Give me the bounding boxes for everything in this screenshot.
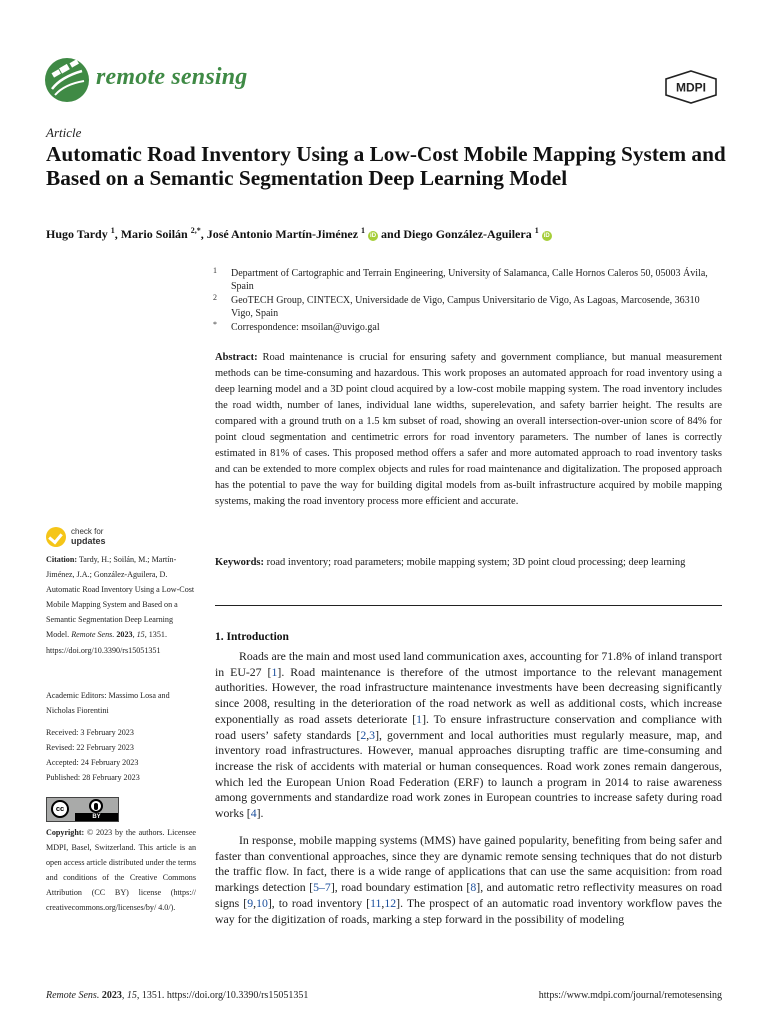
paragraph-text: , [253, 895, 257, 910]
author-affiliation-mark: 1 [361, 226, 366, 235]
reference-link[interactable]: 10 [256, 895, 268, 910]
reference-link[interactable]: 4 [250, 806, 257, 821]
received-date: Received: 3 February 2023 [46, 728, 134, 737]
cc-by-license-badge[interactable] [46, 797, 119, 822]
paragraph-text: ], to road inventory [ [267, 895, 371, 910]
footer-doi[interactable]: , 1351. https://doi.org/10.3390/rs15051351 [136, 990, 309, 1001]
reference-link[interactable]: 1 [271, 664, 278, 679]
article-title: Automatic Road Inventory Using a Low-Cost Mobile Mapping System and Based on a Semantic Segmentation Deep Learning Model [46, 142, 726, 190]
published-date: Published: 28 February 2023 [46, 773, 140, 783]
affiliation-mark: * [213, 320, 217, 329]
keywords-text: road inventory; road parameters; mobile mapping system; 3D point cloud processing; deep learning [266, 557, 686, 568]
citation-journal: Remote Sens. [71, 630, 115, 640]
attribution-icon [89, 799, 103, 813]
reference-link[interactable]: 5–7 [313, 880, 331, 895]
orcid-icon[interactable]: iD [370, 233, 377, 239]
reference-link[interactable]: 2 [360, 727, 367, 742]
paragraph-text: In response, mobile mapping systems (MMS) have gained popularity, benefiting from being safer and faster than conventional approaches, since they are dynamic remote sensing techniques that do not disturb the traffic flow. In fact, there is a wide range of applications that can use the same acquisition: from road markings detection [ [215, 833, 722, 895]
keywords-label: Keywords: [215, 557, 264, 568]
check-for-updates-badge[interactable] [46, 527, 136, 549]
keywords [215, 555, 722, 571]
paragraph-text: ], government and local authorities must regularly measure, map, and inventory road infrastructures. However, manual approaches disrupting traffic are time-consuming and increase the risk of accidents with material or human consequences. Road work zones remain dangerous, which led the European Union Road Federation (ERF) to launch a program in 2014 to raise awareness among governments and standardize road work zones in European countries to increase safety during road works [ [215, 727, 722, 821]
paragraph-text: ]. Road maintenance is therefore of the utmost importance to the relevant management authorities. However, the road infrastructure maintenance investments have been decreasing significantly since 2008, resulting in the deterioration of the road network as well as additional costs, which increase exponentially as road assets deteriorate [ [215, 664, 722, 726]
paragraph-text: ], and automatic retro reflectivity measures on road signs [ [215, 880, 722, 910]
reference-link[interactable]: 12 [384, 895, 397, 910]
reference-link[interactable]: 11 [370, 895, 382, 910]
paragraph-text: , [381, 895, 385, 910]
author-separator: and [378, 227, 404, 241]
author-separator: , [200, 227, 207, 241]
affiliation-text: Correspondence: msoilan@uvigo.gal [231, 322, 380, 333]
academic-editors: Academic Editors: Massimo Losa and Nicholas Fiorentini [46, 691, 170, 716]
footer-journal: Remote Sens. [46, 990, 100, 1001]
dates-block [46, 725, 196, 785]
author-name[interactable]: Hugo Tardy [46, 227, 108, 241]
author-affiliation-mark: 1 [534, 226, 539, 235]
journal-name: remote sensing [96, 64, 248, 90]
footer-citation: Remote Sens. 2023, 15, 1351. https://doi.org/10.3390/rs15051351 [46, 990, 309, 1001]
citation-label: Citation: [46, 555, 78, 564]
author-name[interactable]: José Antonio Martín-Jiménez [206, 227, 359, 241]
copyright-block [46, 825, 196, 916]
paragraph-text: Roads are the main and most used land communication axes, accounting for 71.8% of inland transport in EU-27 [ [215, 649, 722, 679]
article-type: Article [46, 125, 82, 140]
accepted-date: Accepted: 24 February 2023 [46, 758, 139, 768]
check-updates-line1: check for [71, 527, 104, 536]
publisher-name: MDPI [676, 80, 706, 95]
satellite-icon [44, 57, 90, 103]
author-name[interactable]: Mario Soilán [120, 227, 188, 241]
cc-icon: cc [51, 800, 69, 818]
copyright-text: © 2023 by the authors. Licensee MDPI, Basel, Switzerland. This article is an open access article distributed under the terms and conditions of the Creative Commons Attribution (CC BY) license (https:// creativecommons.org/licenses/by/ 4.0/). [46, 828, 196, 913]
intro-paragraph-1 [215, 649, 722, 822]
check-icon [46, 527, 66, 547]
reference-link[interactable]: 9 [247, 895, 254, 910]
cc-by-label: BY [75, 813, 118, 821]
publisher-logo[interactable] [664, 70, 718, 104]
section-heading: 1. Introduction [215, 631, 289, 643]
orcid-icon[interactable]: iD [543, 233, 550, 239]
section-divider [215, 605, 722, 606]
citation-year: 2023 [116, 630, 133, 640]
affiliation-text: Department of Cartographic and Terrain Engineering, University of Salamanca, Calle Hornos Caleros 50, 05003 Ávila, Spain [231, 268, 708, 292]
paragraph-text: ], road boundary estimation [ [330, 880, 471, 895]
affiliation-mark: 2 [213, 293, 217, 302]
citation-block: Citation: Tardy, H.; Soilán, M.; Martín-Jiménez, J.A.; González-Aguilera, D. Automatic Road Inventory Using a Low-Cost Mobile Mapping System and Based on a Semantic Segmentation Deep Learning Model. Remote Sens. 2023, 15, 1351. https://doi.org/10.3390/rs15051351 [46, 555, 195, 655]
abstract-label: Abstract: [215, 352, 258, 363]
abstract-text: Road maintenance is crucial for ensuring safety and government compliance, but manual measurement methods can be time-consuming and hazardous. This work proposes an automated approach for road inventory using a deep learning model and a 3D point cloud acquired by a low-cost mobile mapping system. The road inventory includes the road width, number of lanes, individual lane widths, superelevation, and safety barrier height. The results are compared with a ground truth on a 1.5 km subset of road, showing an overall intersection-over-union score of 84% for point cloud segmentation and centimetric errors for road inventory parameters. The number of lanes is correctly estimated in 81% of cases. This proposed method offers a safer and more automated approach to road inventory tasks and can be extended to more complex objects and rules for road maintenance and digitalization. The proposed approach has the potential to pave the way for building digital models from as-built infrastructure acquired by mobile mapping systems, making the road inventory process more efficient and accurate. [215, 352, 722, 507]
reference-link[interactable]: 8 [470, 880, 477, 895]
footer-volume: 15 [126, 990, 137, 1001]
affiliation-mark: 1 [213, 266, 217, 275]
footer-journal-url[interactable]: https://www.mdpi.com/journal/remotesensing [538, 990, 722, 1001]
author-affiliation-mark: 1 [110, 226, 115, 235]
author-name[interactable]: Diego González-Aguilera [403, 227, 532, 241]
paragraph-text: , [366, 727, 370, 742]
copyright-label: Copyright: [46, 828, 85, 837]
reference-link[interactable]: 1 [416, 711, 423, 726]
author-list [46, 226, 552, 242]
citation-doi[interactable]: , 1351. https://doi.org/10.3390/rs15051351 [46, 630, 167, 655]
citation-volume: 15 [136, 630, 145, 640]
affiliation-text: GeoTECH Group, CINTECX, Universidade de Vigo, Campus Universitario de Vigo, As Lagoas, Marcosende, 36310 Vigo, Spain [231, 295, 700, 319]
intro-paragraph-2 [215, 833, 722, 927]
reference-link[interactable]: 3 [369, 727, 376, 742]
check-updates-line2: updates [71, 536, 106, 546]
author-affiliation-mark: 2,* [190, 226, 201, 235]
paragraph-text: ]. To ensure infrastructure conservation and compliance with road users’ safety standards [ [215, 711, 723, 742]
revised-date: Revised: 22 February 2023 [46, 743, 134, 753]
paragraph-text: ]. [256, 806, 264, 821]
citation-text: Tardy, H.; Soilán, M.; Martín-Jiménez, J.A.; González-Aguilera, D. Automatic Road Inventory Using a Low-Cost Mobile Mapping System and Based on a Semantic Segmentation Deep Learning Model. [46, 555, 195, 640]
footer-year: 2023 [101, 990, 122, 1001]
author-separator: , [114, 227, 121, 241]
paragraph-text: ]. The prospect of an automatic road inventory workflow paves the way for the digitization of roads, marking a step forward in the possibility of modeling [215, 895, 723, 926]
abstract [215, 350, 722, 510]
